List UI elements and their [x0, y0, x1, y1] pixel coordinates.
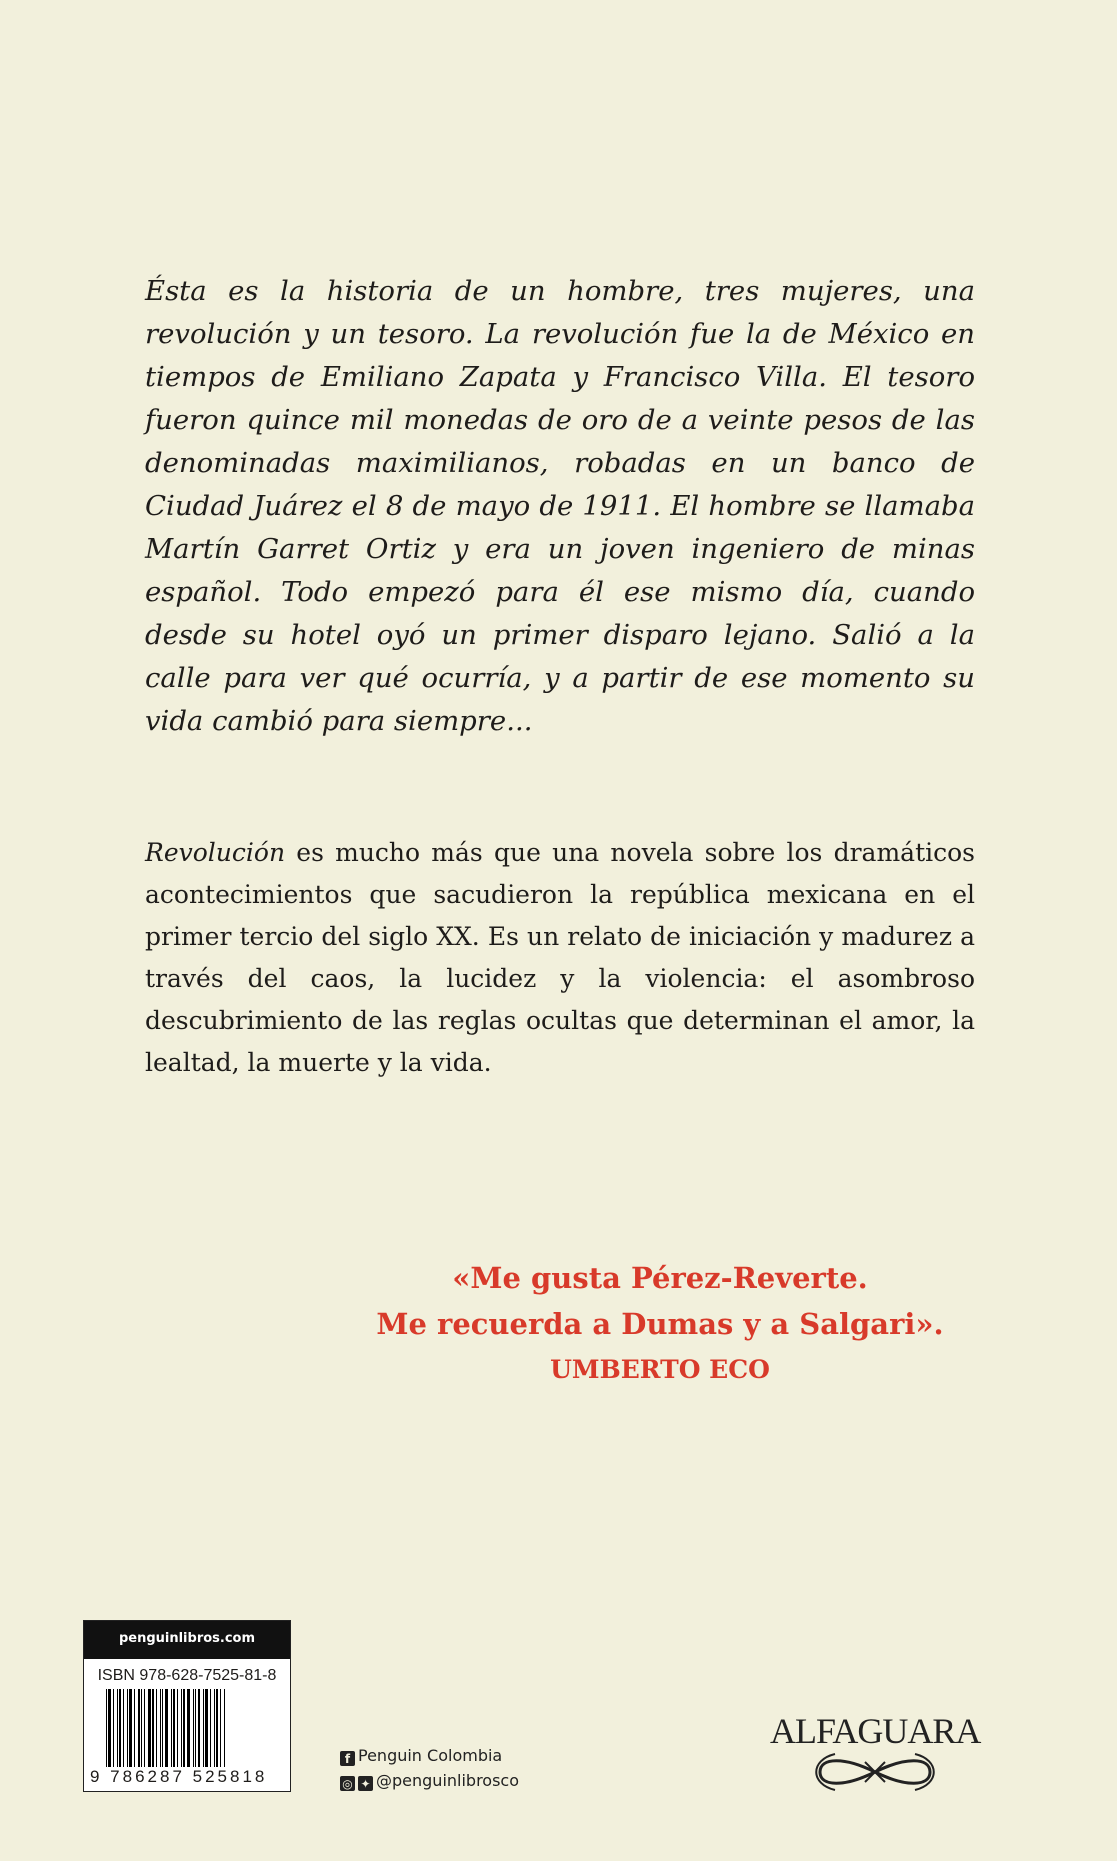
barcode-bar [138, 1689, 140, 1767]
facebook-link[interactable]: f Penguin Colombia [340, 1743, 519, 1768]
barcode-bar [214, 1689, 215, 1767]
barcode-bar [193, 1689, 194, 1767]
barcode-bar [183, 1689, 185, 1767]
synopsis-paragraph: Ésta es la historia de un hombre, tres mujeres, una revolución y un tesoro. La revolución fue la de México en tiempos de Emiliano Zapata y Francisco Villa. El tesoro fueron quince mil monedas de oro de a veinte pesos de las denominadas maximilianos, robadas en un banco de Ciudad Juárez el 8 de mayo de 1911. El hombre se llamaba Martín Garret Ortiz y era un joven ingeniero de minas español. Todo empezó para él ese mismo día, cuando desde su hotel oyó un primer disparo lejano. Salió a la calle para ver qué ocurría, y a partir de ese momento su vida cambió para siempre... [145, 275, 975, 737]
barcode-bar [156, 1689, 157, 1767]
barcode-bar [205, 1689, 208, 1767]
description-text: es mucho más que una novela sobre los dramáticos acontecimientos que sacudieron la república mexicana en el primer tercio del siglo XX. Es un relato de iniciación y madurez a través del caos, la lucidez y la violencia: el asombroso descubrimiento de las reglas ocultas que determinan el amor, la lealtad, la muerte y la vida. [145, 838, 975, 1077]
barcode-bar [106, 1689, 107, 1767]
barcode-bar [173, 1689, 175, 1767]
barcode-bar [134, 1689, 135, 1767]
instagram-icon: ◎ [340, 1776, 355, 1791]
barcode-bar [160, 1689, 161, 1767]
barcode-bar [224, 1689, 225, 1767]
barcode-bar [195, 1689, 196, 1767]
barcode-digits: 9 786287 525818 [90, 1767, 268, 1786]
publisher-logo [770, 1710, 980, 1796]
quote-line-2: Me recuerda a Dumas y a Salgari». [376, 1307, 944, 1341]
barcode-bar [119, 1689, 121, 1767]
barcode-bar [127, 1689, 128, 1767]
website-label: penguinlibros.com [84, 1621, 290, 1659]
barcode-bar [216, 1689, 218, 1767]
knot-ornament-icon [800, 1752, 950, 1792]
facebook-icon: f [340, 1751, 355, 1766]
barcode-bar [129, 1689, 132, 1767]
isbn-number: ISBN 978-628-7525-81-8 [97, 1667, 277, 1684]
barcode-bar [152, 1689, 154, 1767]
barcode-bar [181, 1689, 182, 1767]
quote-author: UMBERTO ECO [550, 1355, 770, 1384]
barcode-bar [187, 1689, 190, 1767]
book-title: Revolución [145, 838, 286, 867]
barcode-bar [210, 1689, 211, 1767]
barcode [106, 1689, 282, 1767]
isbn-barcode-box [83, 1620, 291, 1792]
barcode-bar [220, 1689, 221, 1767]
barcode-bar [123, 1689, 124, 1767]
barcode-bar [113, 1689, 114, 1767]
social-links [340, 1743, 519, 1793]
barcode-bar [141, 1689, 142, 1767]
description-paragraph [145, 832, 975, 1084]
publisher-name: ALFAGUARA [770, 1711, 981, 1751]
barcode-bar [203, 1689, 204, 1767]
barcode-bar [117, 1689, 118, 1767]
barcode-bar [144, 1689, 145, 1767]
barcode-bar [171, 1689, 172, 1767]
quote-line-1: «Me gusta Pérez-Reverte. [452, 1261, 868, 1295]
barcode-bar [148, 1689, 151, 1767]
barcode-bar [165, 1689, 168, 1767]
review-quote [330, 1255, 990, 1393]
barcode-bar [198, 1689, 200, 1767]
barcode-bar [177, 1689, 178, 1767]
instagram-twitter-link[interactable]: ◎ ✦ @penguinlibrosco [340, 1768, 519, 1793]
barcode-bar [108, 1689, 111, 1767]
barcode-bar [162, 1689, 163, 1767]
twitter-icon: ✦ [358, 1776, 373, 1791]
